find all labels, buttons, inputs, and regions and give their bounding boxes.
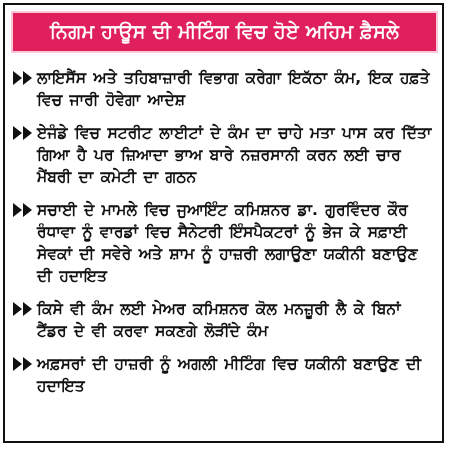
list-item — [13, 298, 436, 342]
double-play-arrow-icon — [13, 200, 37, 220]
list-item-text: ਕਿਸੇ ਵੀ ਕੰਮ ਲਈ ਮੇਅਰ ਕਮਿਸ਼ਨਰ ਕੋਲ ਮਨਜ਼ੂਰੀ ਲੈ ਕੇ ਬਿਨਾਂ ਟੈਂਡਰ ਦੇ ਵੀ ਕਰਵਾ ਸਕਣਗੇ ਲੋੜੀਂਦੇ ਕੰਮ — [37, 300, 401, 340]
list-item — [13, 353, 436, 397]
headline-banner — [11, 11, 438, 53]
list-item — [13, 67, 436, 111]
list-item-text: ਲਾਇਸੈਂਸ ਅਤੇ ਤਹਿਬਾਜ਼ਾਰੀ ਵਿਭਾਗ ਕਰੇਗਾ ਇਕੱਠਾ ਕੰਮ, ਇਕ ਹਫ਼ਤੇ ਵਿਚ ਜਾਰੀ ਹੋਵੇਗਾ ਆਦੇਸ਼ — [37, 69, 430, 109]
double-play-arrow-icon — [13, 299, 37, 319]
list-item — [13, 199, 436, 287]
list-item-text: ਸਚਾਈ ਦੇ ਮਾਮਲੇ ਵਿਚ ਜੁਆਇੰਟ ਕਮਿਸ਼ਨਰ ਡਾ. ਗੁਰਵਿੰਦਰ ਕੌਰ ਰੰਧਾਵਾ ਨੂੰ ਵਾਰਡਾਂ ਵਿਚ ਸੈਨੇਟਰੀ ਇੰਸਪੈਕਟਰਾਂ ਨੂੰ ਭੇਜ ਕੇ ਸਫ਼ਾਈ ਸੇਵਕਾਂ ਦੀ ਸਵੇਰੇ ਅਤੇ ਸ਼ਾਮ ਨੂੰ ਹਾਜ਼ਰੀ ਲਗਾਉਣਾ ਯਕੀਨੀ ਬਣਾਉਣ ਦੀ ਹਦਾਇਤ — [37, 201, 418, 285]
headline-title: ਨਿਗਮ ਹਾਊਸ ਦੀ ਮੀਟਿੰਗ ਵਿਚ ਹੋਏ ਅਹਿਮ ਫ਼ੈਸਲੇ — [49, 21, 400, 43]
list-item-text: ਏਜੰਡੇ ਵਿਚ ਸਟਰੀਟ ਲਾਈਟਾਂ ਦੇ ਕੰਮ ਦਾ ਚਾਹੇ ਮਤਾ ਪਾਸ ਕਰ ਦਿੱਤਾ ਗਿਆ ਹੈ ਪਰ ਜ਼ਿਆਦਾ ਭਾਅ ਬਾਰੇ ਨਜ਼ਰਸਾਨੀ ਕਰਨ ਲਈ ਚਾਰ ਮੈਂਬਰੀ ਦਾ ਕਮੇਟੀ ਦਾ ਗਠਨ — [37, 124, 432, 186]
double-play-arrow-icon — [13, 123, 37, 143]
list-item-text: ਅਫ਼ਸਰਾਂ ਦੀ ਹਾਜ਼ਰੀ ਨੂੰ ਅਗਲੀ ਮੀਟਿੰਗ ਵਿਚ ਯਕੀਨੀ ਬਣਾਉਣ ਦੀ ਹਦਾਇਤ — [37, 355, 422, 395]
double-play-arrow-icon — [13, 354, 37, 374]
double-play-arrow-icon — [13, 68, 37, 88]
list-item — [13, 122, 436, 188]
bullet-list — [13, 67, 436, 408]
news-box — [3, 3, 444, 443]
